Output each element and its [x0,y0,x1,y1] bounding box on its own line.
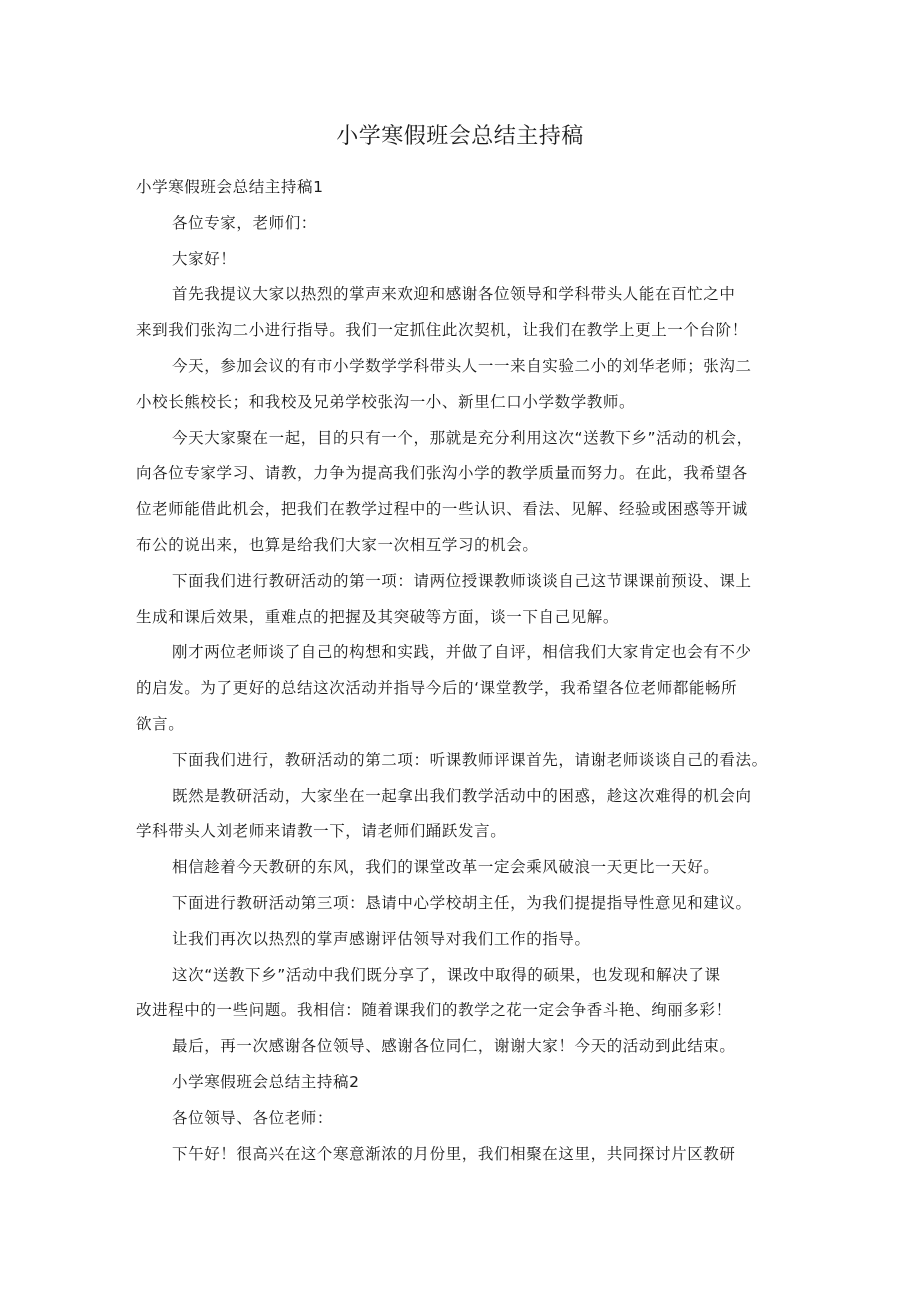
text-line: 下面我们进行，教研活动的第二项：听课教师评课首先，请谢老师谈谈自己的看法。 [172,750,768,769]
text-line: 今天，参加会议的有市小学数学学科带头人一一来自实验二小的刘华老师；张沟二 [172,356,752,375]
text-line: 向各位专家学习、请教，力争为提高我们张沟小学的教学质量而努力。在此，我希望各 [136,464,748,483]
text-line: 最后，再一次感谢各位领导、感谢各位同仁，谢谢大家！今天的活动到此结束。 [172,1037,736,1056]
text-line: 下午好！很高兴在这个寒意渐浓的月份里，我们相聚在这里，共同探讨片区教研 [172,1144,736,1163]
text-line: 的启发。为了更好的总结这次活动并指导今后的‘课堂教学，我希望各位老师都能畅所 [136,679,738,698]
text-line: 来到我们张沟二小进行指导。我们一定抓住此次契机，让我们在教学上更上一个台阶！ [136,321,748,340]
text-line: 位老师能借此机会，把我们在教学过程中的一些认识、看法、见解、经验或困惑等开诚 [136,500,748,519]
text-line: 下面进行教研活动第三项：恳请中心学校胡主任，为我们提提指导性意见和建议。 [172,893,752,912]
text-line: 下面我们进行教研活动的第一项：请两位授课教师谈谈自己这节课课前预设、课上 [172,571,752,590]
text-line: 今天大家聚在一起，目的只有一个，那就是充分利用这次“送教下乡”活动的机会， [172,428,753,447]
text-line: 既然是教研活动，大家坐在一起拿出我们教学活动中的困惑，趁这次难得的机会向 [172,786,752,805]
text-line: 让我们再次以热烈的掌声感谢评估领导对我们工作的指导。 [172,929,591,948]
text-line: 相信趁着今天教研的东风，我们的课堂改革一定会乘风破浪一天更比一天好。 [172,858,720,877]
text-line: 大家好！ [172,249,237,268]
document-title: 小学寒假班会总结主持稿 [336,124,584,149]
document-body [136,170,800,1172]
text-line: 改进程中的一些问题。我相信：随着课我们的教学之花一定会争香斗艳、绚丽多彩！ [136,1001,732,1020]
text-line: 这次“送教下乡”活动中我们既分享了，课改中取得的硕果，也发现和解决了课 [172,965,721,984]
text-line: 小学寒假班会总结主持稿1 [136,178,324,196]
text-line: 生成和课后效果，重难点的把握及其突破等方面，谈一下自己见解。 [136,607,620,626]
text-line: 小学寒假班会总结主持稿2 [172,1072,360,1091]
text-line: 欲言。 [136,714,185,733]
text-line: 学科带头人刘老师来请教一下，请老师们踊跃发言。 [136,822,507,841]
text-line: 刚才两位老师谈了自己的构想和实践，并做了自评，相信我们大家肯定也会有不少 [172,643,752,662]
text-line: 各位领导、各位老师： [172,1108,334,1127]
text-line: 各位专家，老师们： [172,213,317,232]
text-line: 小校长熊校长；和我校及兄弟学校张沟一小、新里仁口小学数学教师。 [136,392,636,411]
text-line: 布公的说出来，也算是给我们大家一次相互学习的机会。 [136,535,539,554]
text-line: 首先我提议大家以热烈的掌声来欢迎和感谢各位领导和学科带头人能在百忙之中 [172,285,736,304]
